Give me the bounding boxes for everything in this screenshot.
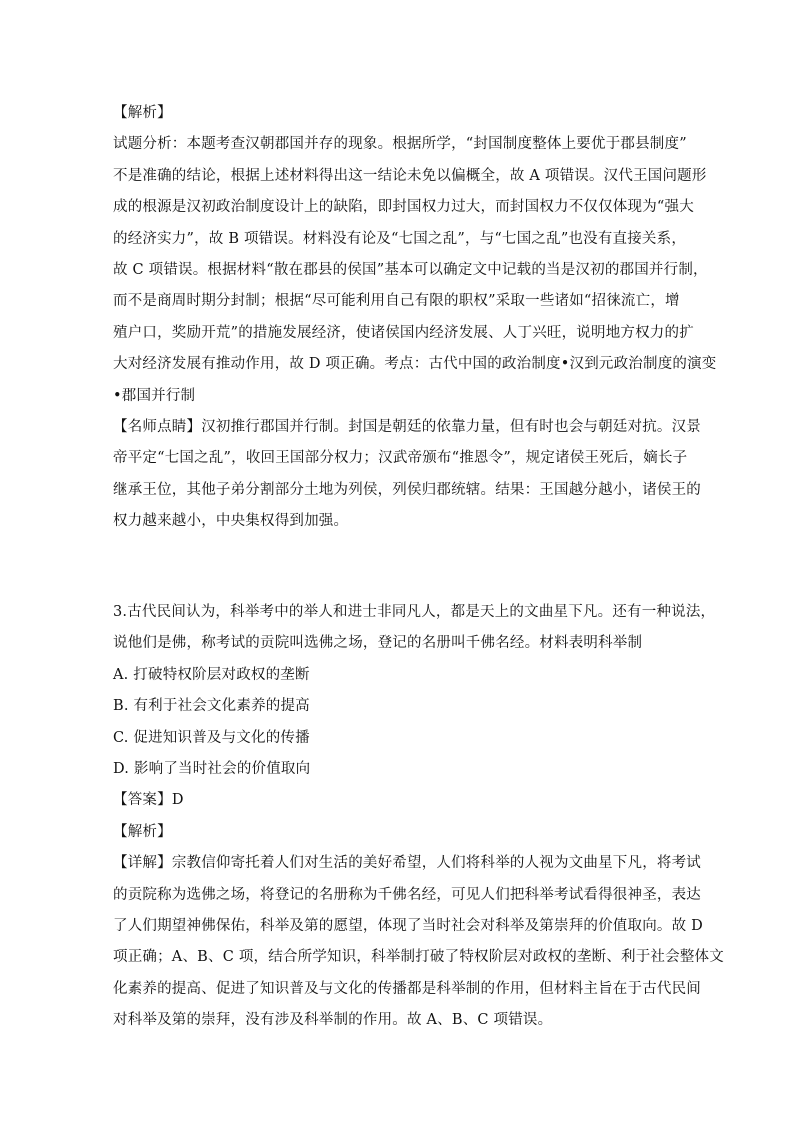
answer-tag: 【答案】 bbox=[113, 792, 172, 809]
option-b: B. 有利于社会文化素养的提高 bbox=[113, 698, 310, 715]
detail-text: 宗教信仰寄托着人们对生活的美好希望，人们将科举的人视为文曲星下凡，将考试 bbox=[171, 855, 702, 872]
detail-line: 化素养的提高、促进了知识普及与文化的传播都是科举制的作用，但材料主旨在于古代民间 bbox=[113, 980, 701, 997]
teacher-note-tag: 【名师点睛】 bbox=[113, 418, 202, 435]
analysis-section-1 bbox=[113, 98, 717, 537]
analysis-heading: 【解析】 bbox=[113, 105, 172, 121]
teacher-note-text: 汉初推行郡国并行制。封国是朝廷的依靠力量，但有时也会与朝廷对抗。汉景 bbox=[201, 418, 701, 435]
detail-line: 项正确；A、B、C 项，结合所学知识，科举制打破了特权阶层对政权的垄断、利于社会整体文 bbox=[113, 949, 724, 966]
teacher-note-line: 继承王位，其他子弟分割部分土地为列侯，列侯归郡统辖。结果：王国越分越小，诸侯王的 bbox=[113, 481, 701, 498]
teacher-note-line bbox=[113, 412, 701, 443]
analysis-line: •郡国并行制 bbox=[113, 387, 196, 404]
answer-line bbox=[113, 785, 685, 816]
analysis-heading: 【解析】 bbox=[113, 823, 172, 840]
analysis-line: 成的根源是汉初政治制度设计上的缺陷，即封国权力过大，而封国权力不仅仅体现为“强大 bbox=[113, 199, 694, 216]
teacher-note-line: 权力越来越小，中央集权得到加强。 bbox=[113, 513, 349, 530]
detail-line: 了人们期望神佛保佑，科举及第的愿望，体现了当时社会对科举及第崇拜的价值取向。故 D bbox=[113, 917, 703, 934]
question-stem-line: 3.古代民间认为，科举考中的举人和进士非同凡人，都是天上的文曲星下凡。还有一种说法， bbox=[113, 604, 716, 620]
detail-line: 的贡院称为选佛之场，将登记的名册称为千佛名经，可见人们把科举考试看得很神圣，表达 bbox=[113, 886, 701, 903]
detail-tag: 【详解】 bbox=[113, 855, 172, 872]
analysis-line: 不是准确的结论，根据上述材料得出这一结论未免以偏概全，故 A 项错误。汉代王国问题形 bbox=[113, 167, 707, 184]
option-d: D. 影响了当时社会的价值取向 bbox=[113, 760, 311, 777]
option-c: C. 促进知识普及与文化的传播 bbox=[113, 729, 310, 746]
analysis-line: 大对经济发展有推动作用，故 D 项正确。考点：古代中国的政治制度•汉到元政治制度的演变 bbox=[113, 356, 717, 373]
detail-line: 对科举及第的崇拜，没有涉及科举制的作用。故 A、B、C 项错误。 bbox=[113, 1012, 553, 1029]
question-stem-line: 说他们是佛，称考试的贡院叫选佛之场，登记的名册叫千佛名经。材料表明科举制 bbox=[113, 635, 643, 652]
question-3 bbox=[113, 597, 724, 1036]
analysis-line: 试题分析：本题考查汉朝郡国并存的现象。根据所学，“封国制度整体上要优于郡县制度” bbox=[113, 136, 687, 153]
option-a: A. 打破特权阶层对政权的垄断 bbox=[113, 666, 310, 683]
analysis-line: 的经济实力”，故 B 项错误。材料没有论及“七国之乱”，与“七国之乱”也没有直接关系， bbox=[113, 230, 687, 247]
detail-line bbox=[113, 848, 702, 879]
teacher-note-line: 帝平定“七国之乱”，收回王国部分权力；汉武帝颁布“推恩令”，规定诸侯王死后，嫡长子 bbox=[113, 450, 688, 467]
answer-value: D bbox=[171, 792, 184, 809]
analysis-line: 殖户口，奖励开荒”的措施发展经济，使诸侯国内经济发展、人丁兴旺，说明地方权力的扩 bbox=[113, 324, 694, 341]
analysis-line: 而不是商周时期分封制；根据“尽可能利用自己有限的职权”采取一些诸如“招徕流亡，增 bbox=[113, 293, 680, 310]
analysis-line: 故 C 项错误。根据材料“散在郡县的侯国”基本可以确定文中记载的当是汉初的郡国并行制， bbox=[113, 261, 708, 278]
